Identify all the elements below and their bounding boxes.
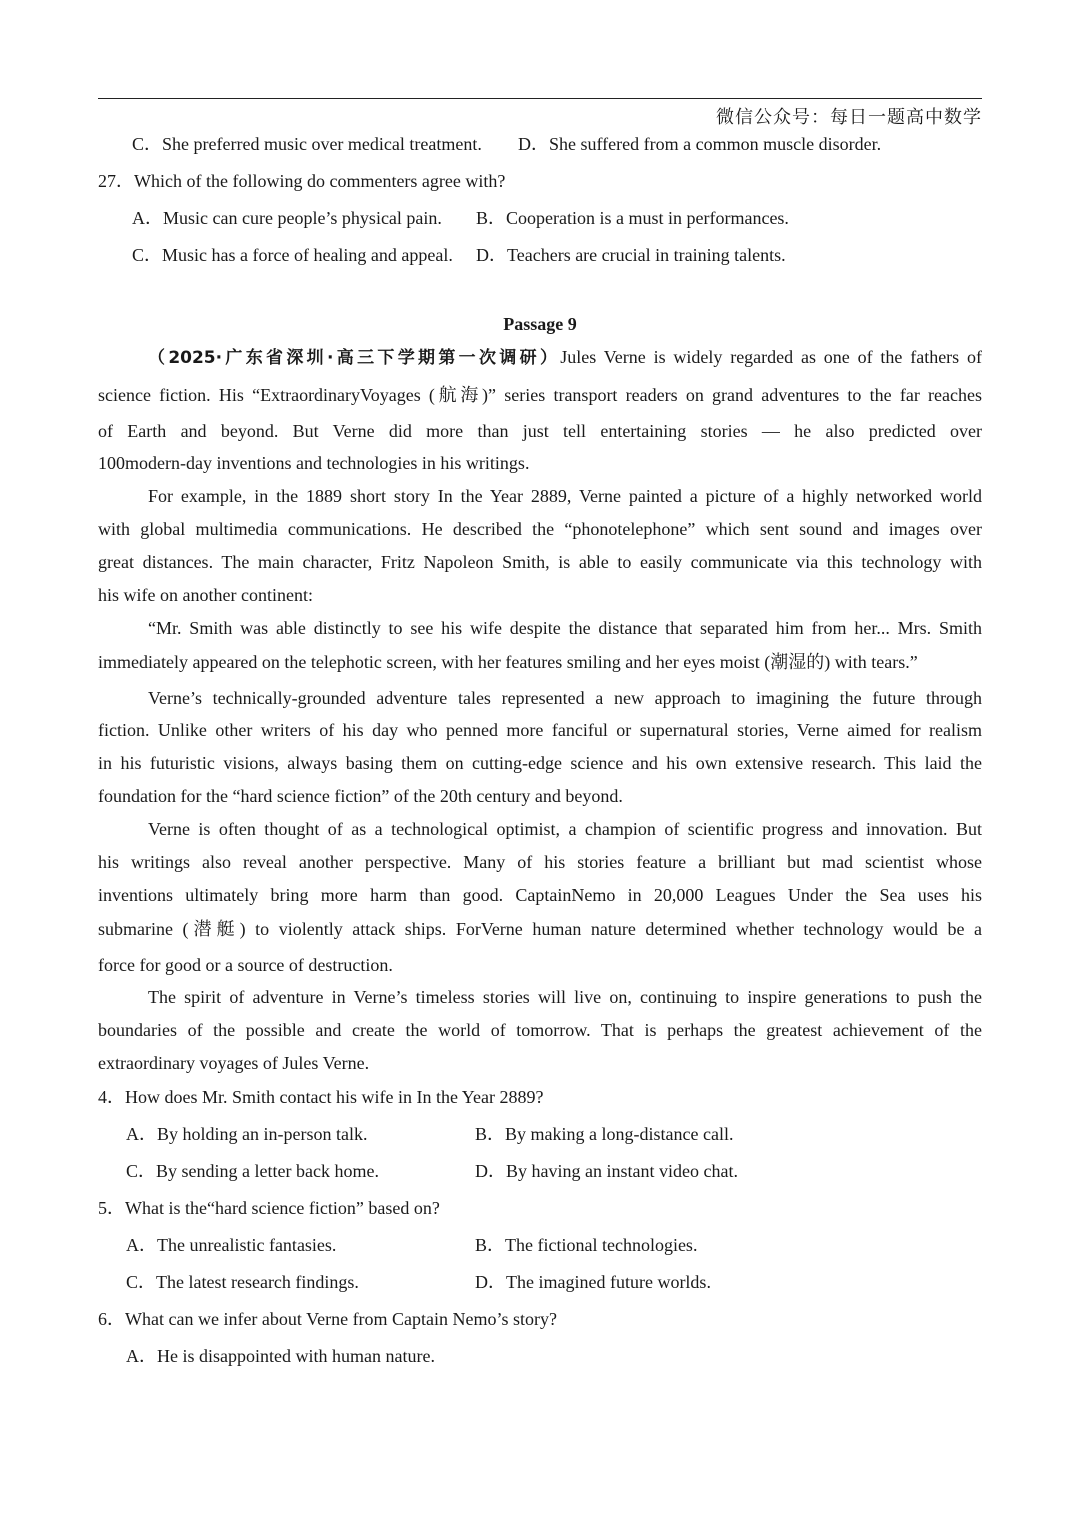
passage-p2-line1: For example, in the 1889 short story In the Year 2889, Verne painted a picture of a highly networked world xyxy=(148,486,982,506)
passage-p1-line1: （2025·广东省深圳·高三下学期第一次调研）Jules Verne is widely regarded as one of the fathers of xyxy=(148,347,982,368)
wechat-header: 微信公众号：每日一题高中数学 xyxy=(716,107,982,128)
q5-option-b: B．The fictional technologies. xyxy=(475,1235,698,1255)
q5-option-c: C．The latest research findings. xyxy=(126,1272,359,1292)
q26-option-d: D．She suffered from a common muscle disorder. xyxy=(518,134,882,154)
passage-p1-line4: 100modern-day inventions and technologies in his writings. xyxy=(98,453,530,473)
passage-p2-line2: with global multimedia communications. He described the “phonotelephone” which sent sound and images over xyxy=(98,519,982,539)
q5-option-a: A．The unrealistic fantasies. xyxy=(126,1235,337,1255)
q27-option-c: C．Music has a force of healing and appeal. xyxy=(132,245,453,265)
passage-title: Passage 9 xyxy=(503,314,577,334)
passage-p5-line5: force for good or a source of destruction. xyxy=(98,955,393,975)
q5-stem: 5．What is the“hard science fiction” based on? xyxy=(98,1198,440,1218)
passage-p5-line2: his writings also reveal another perspective. Many of his stories feature a brilliant but mad scientist whose xyxy=(98,852,982,872)
passage-p1-line2: science fiction. His “ExtraordinaryVoyages (航海)” series transport readers on grand adventures to the far reaches xyxy=(98,385,982,405)
q27-stem: 27．Which of the following do commenters agree with? xyxy=(98,171,506,191)
passage-p4-line1: Verne’s technically-grounded adventure tales represented a new approach to imagining the future through xyxy=(148,688,982,708)
passage-source: （2025·广东省深圳·高三下学期第一次调研） xyxy=(148,348,561,368)
q26-option-c: C．She preferred music over medical treatment. xyxy=(132,134,482,154)
q27-option-b: B．Cooperation is a must in performances. xyxy=(476,208,789,228)
q4-option-a: A．By holding an in-person talk. xyxy=(126,1124,368,1144)
passage-p6-line2: boundaries of the possible and create the world of tomorrow. That is perhaps the greatest achievement of the xyxy=(98,1020,982,1040)
passage-p4-line4: foundation for the “hard science fiction” of the 20th century and beyond. xyxy=(98,786,623,806)
q4-option-b: B．By making a long-distance call. xyxy=(475,1124,734,1144)
q27-option-a: A．Music can cure people’s physical pain. xyxy=(132,208,442,228)
passage-p3-line2: immediately appeared on the telephotic screen, with her features smiling and her eyes moist (潮湿的) with tears.” xyxy=(98,652,918,672)
passage-p4-line2: fiction. Unlike other writers of his day who penned more fanciful or supernatural stories, Verne aimed for realism xyxy=(98,720,982,740)
passage-p3-line1: “Mr. Smith was able distinctly to see his wife despite the distance that separated him from her... Mrs. Smith xyxy=(148,618,982,638)
passage-p5-line4: submarine (潜艇) to violently attack ships. ForVerne human nature determined whether technology would be a xyxy=(98,919,982,939)
q6-option-a: A．He is disappointed with human nature. xyxy=(126,1346,435,1366)
q4-option-c: C．By sending a letter back home. xyxy=(126,1161,379,1181)
passage-p5-line3: inventions ultimately bring more harm than good. CaptainNemo in 20,000 Leagues Under the Sea uses his xyxy=(98,885,982,905)
header-rule xyxy=(98,98,982,99)
q27-option-d: D．Teachers are crucial in training talents. xyxy=(476,245,786,265)
q6-stem: 6．What can we infer about Verne from Captain Nemo’s story? xyxy=(98,1309,558,1329)
passage-p6-line1: The spirit of adventure in Verne’s timeless stories will live on, continuing to inspire generations to push the xyxy=(148,987,982,1007)
passage-p1-line3: of Earth and beyond. But Verne did more than just tell entertaining stories — he also predicted over xyxy=(98,421,982,441)
q4-option-d: D．By having an instant video chat. xyxy=(475,1161,738,1181)
q4-stem: 4．How does Mr. Smith contact his wife in In the Year 2889? xyxy=(98,1087,544,1107)
passage-p5-line1: Verne is often thought of as a technological optimist, a champion of scientific progress and innovation. But xyxy=(148,819,982,839)
passage-p2-line3: great distances. The main character, Fritz Napoleon Smith, is able to easily communicate via this technology with xyxy=(98,552,982,572)
passage-p6-line3: extraordinary voyages of Jules Verne. xyxy=(98,1053,370,1073)
q5-option-d: D．The imagined future worlds. xyxy=(475,1272,711,1292)
passage-p4-line3: in his futuristic visions, always basing them on cutting-edge science and his own extensive research. This laid the xyxy=(98,753,982,773)
passage-p2-line4: his wife on another continent: xyxy=(98,585,313,605)
